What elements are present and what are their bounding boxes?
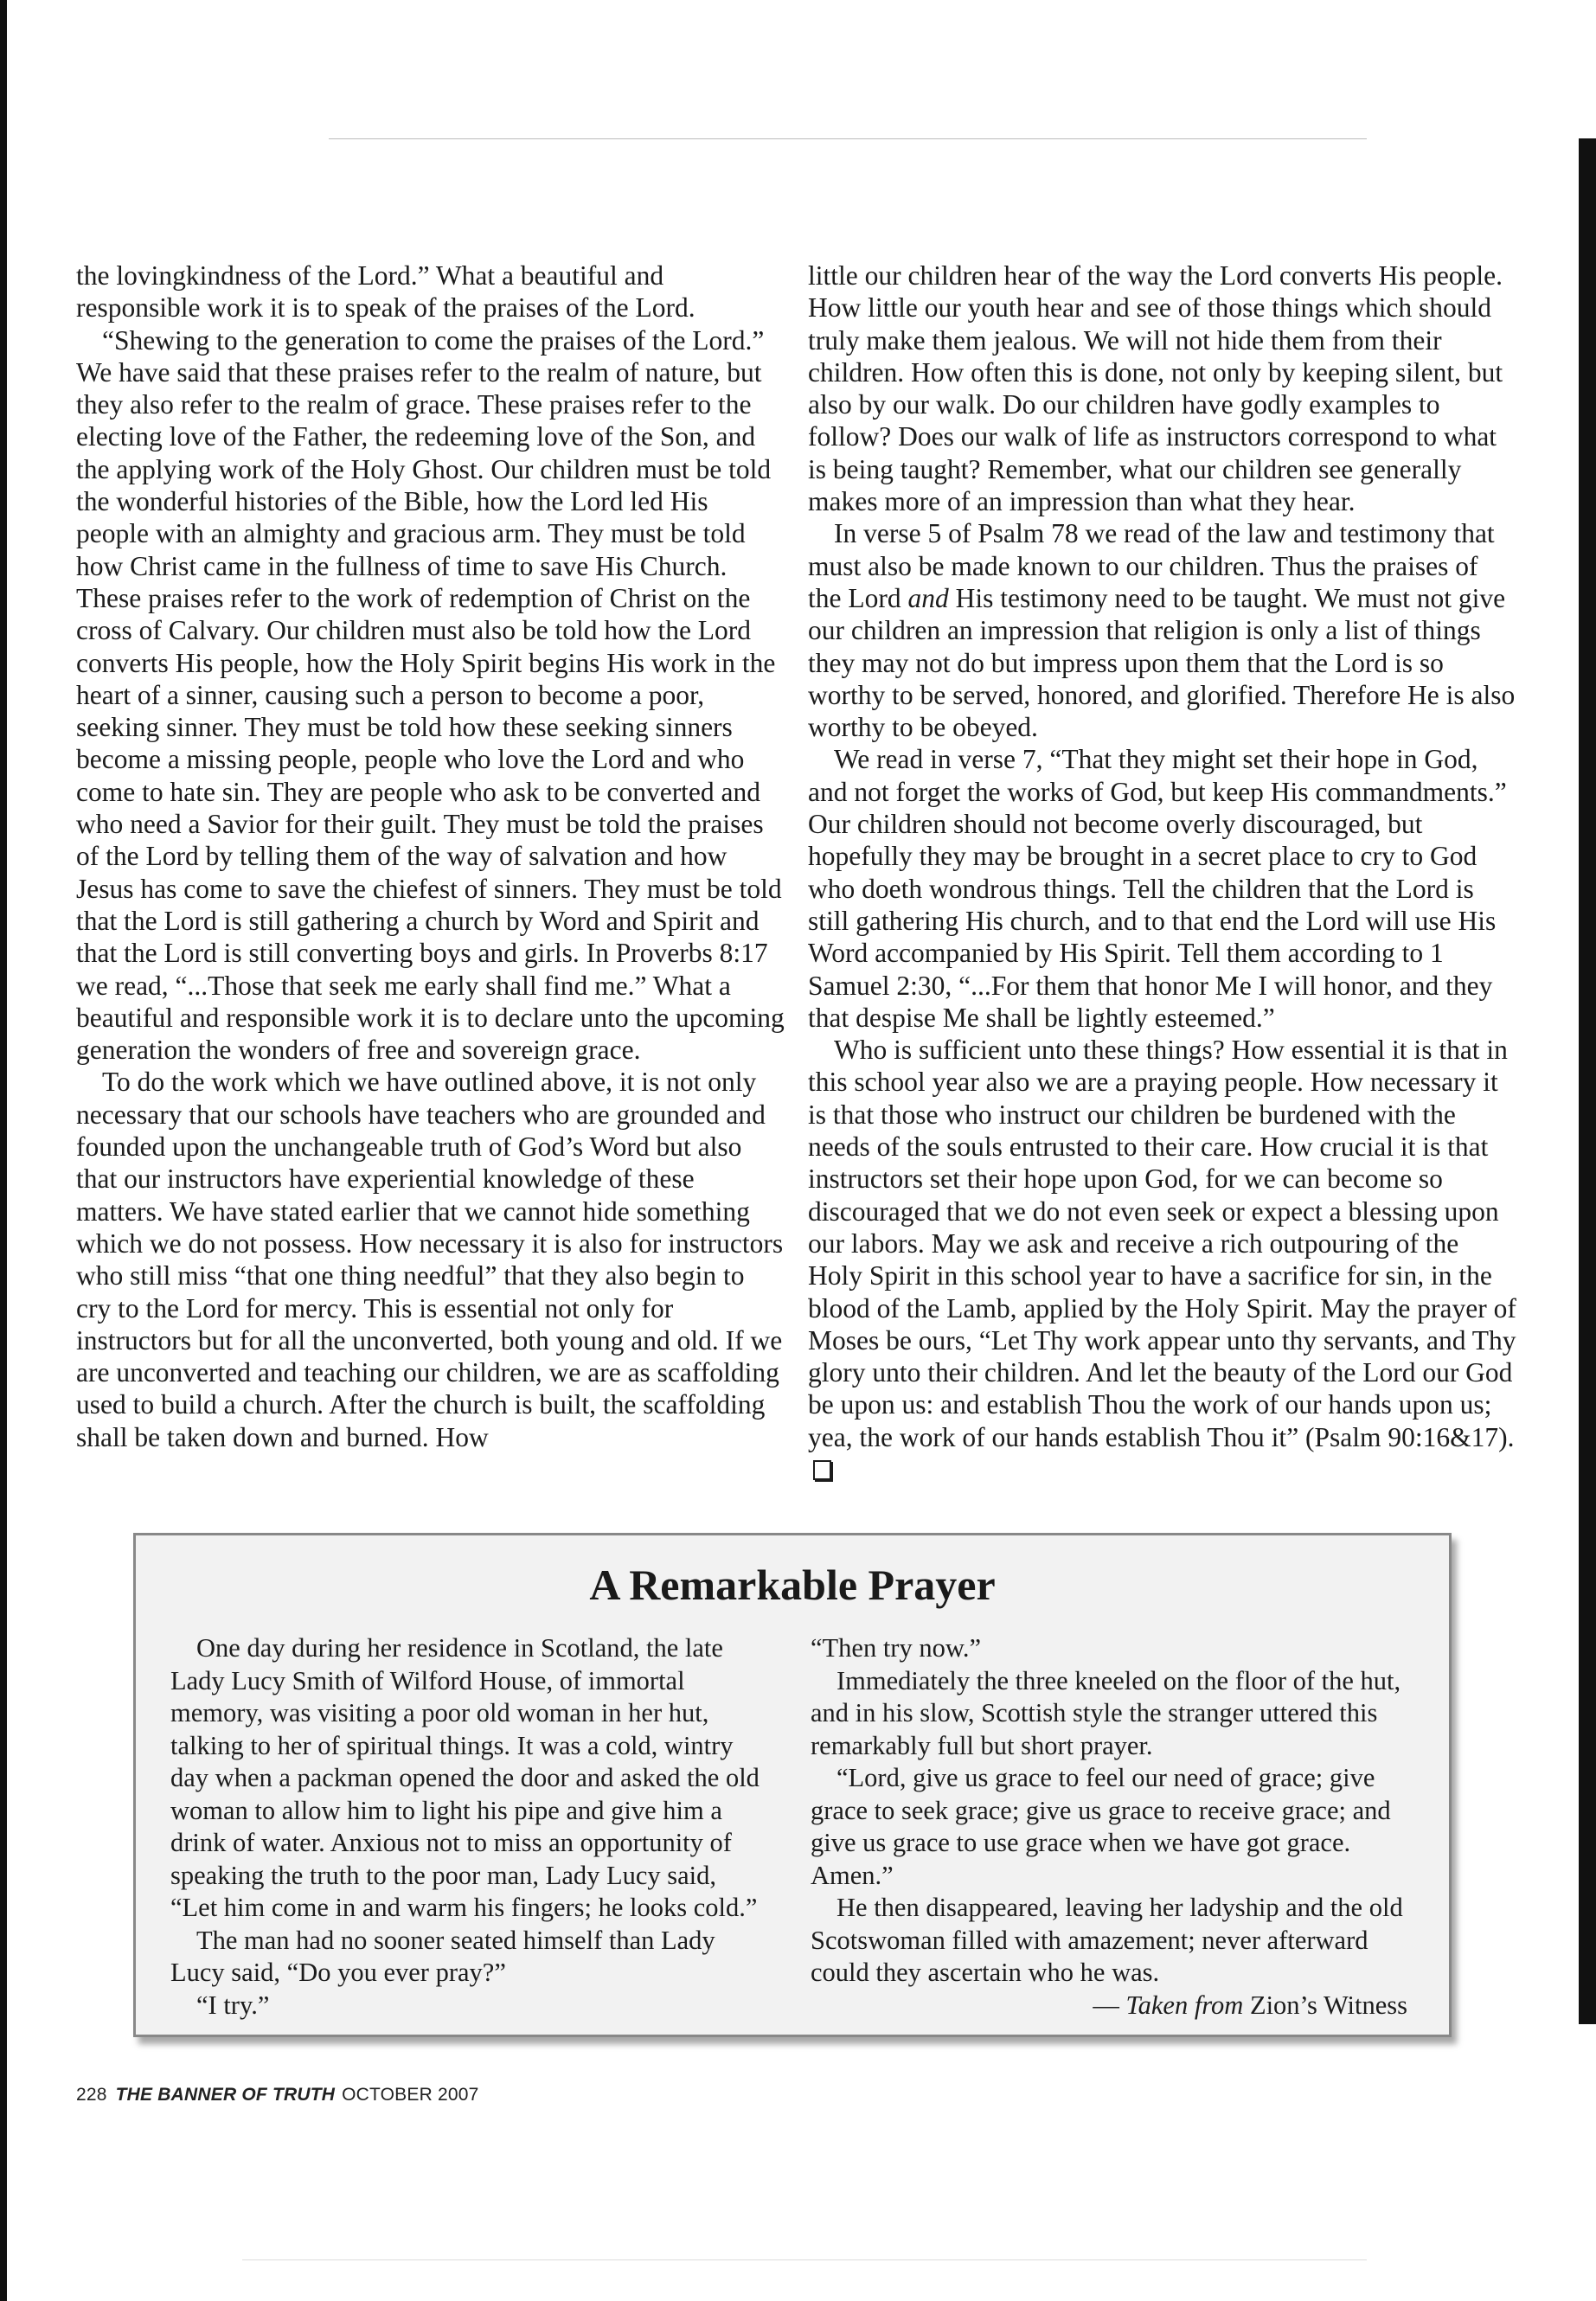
emphasis: and <box>907 582 949 613</box>
article-left-column <box>76 260 785 1453</box>
article-paragraph: “Shewing to the generation to come the praises of the Lord.” We have said that these praises refer to the realm of nature, but they also refer to the realm of grace. These praises refer to the electing love of the Father, the redeeming love of the Son, and the applying work of the Holy Ghost. Our children must be told the wonderful histories of the Bible, how the Lord led His people with an almighty and gracious arm. They must be told how Christ came in the fullness of time to save His Church. These praises refer to the work of redemption of Christ on the cross of Calvary. Our children must also be told how the Lord converts His people, how the Holy Spirit begins His work in the heart of a sinner, causing such a person to become a poor, seeking sinner. They must be told how these seeking sinners become a missing people, people who love the Lord and who come to hate sin. They are people who ask to be converted and who need a Savior for their guilt. They must be told the praises of the Lord by telling them of the way of salvation and how Jesus has come to save the chiefest of sinners. They must be told that the Lord is still gathering a church by Word and Spirit and that the Lord is still converting boys and girls. In Proverbs 8:17 we read, “...Those that seek me early shall find me.” What a beautiful and responsible work it is to declare unto the upcoming generation the wonders of free and sovereign grace. <box>76 324 785 1066</box>
scan-line-top <box>329 138 1367 139</box>
end-mark-icon <box>813 1460 831 1480</box>
sidebar-paragraph: He then disappeared, leaving her ladyship and the old Scotswoman filled with amazement; never afterward could they ascertain who he was. <box>811 1893 1403 1987</box>
sidebar-paragraph: One day during her residence in Scotland, the late Lady Lucy Smith of Wilford House, of immortal memory, was visiting a poor old woman in her hut, talking to her of spiritual things. It was a cold, wintry day when a packman opened the door and asked the old woman to allow him to light his pipe and give him a drink of water. Anxious not to miss an opportunity of speaking the truth to the poor man, Lady Lucy said, “Let him come in and warm his fingers; he looks cold.” <box>170 1633 760 1922</box>
article-paragraph: To do the work which we have outlined above, it is not only necessary that our schools have teachers who are grounded and founded upon the unchangeable truth of God’s Word but also that our instructors have experiential knowledge of these matters. We have stated earlier that we cannot hide something which we do not possess. How necessary it is also for instructors who still miss “that one thing needful” that they also begin to cry to the Lord for mercy. This is essential not only for instructors but for all the unconverted, both young and old. If we are unconverted and teaching our children, we are as scaffolding used to build a church. After the church is built, the scaffolding shall be taken down and burned. How <box>76 1067 784 1452</box>
text-run: — <box>1093 1990 1126 2020</box>
scan-edge-right <box>1579 138 1596 2024</box>
article-paragraph: little our children hear of the way the Lord converts His people. How little our youth hear and see of those things which should truly make them jealous. We will not hide them from their children. How often this is done, not only by keeping silent, but also by our walk. Do our children have godly examples to follow? Does our walk of life as instructors correspond to what is being taught? Remember, what our children see generally makes more of an impression than what they hear. <box>808 260 1503 517</box>
article-paragraph <box>808 517 1517 743</box>
page-number: 228 <box>76 2085 107 2105</box>
sidebar-title: A Remarkable Prayer <box>589 1561 996 1609</box>
publication-name: THE BANNER OF TRUTH <box>115 2085 336 2105</box>
text-run: Who is sufficient unto these things? How essential it is that in this school year also we are a praying people. How necessary it is that those who instruct our children be burdened with the needs of the souls entrusted to their care. How crucial it is that instructors set their hope upon God, for we can become so discouraged that we do not even seek or expect a blessing upon our labors. May we ask and receive a rich outpouring of the Holy Spirit in this school year to have a sacrifice for sin, in the blood of the Lamb, applied by the Holy Spirit. May the prayer of Moses be ours, “Let Thy work appear unto thy servants, and Thy glory unto their children. And let the beauty of the Lord our God be upon us: and establish Thou the work of our hands upon us; yea, the work of our hands establish Thou it” (Psalm 90:16&17). <box>808 1035 1516 1452</box>
text-run: In verse 5 of Psalm 78 we read of the law and testimony that must also be made known to our children. Thus the praises of the Lord <box>808 518 1495 613</box>
sidebar-paragraph: Immediately the three kneeled on the floor of the hut, and in his slow, Scottish style the stranger uttered this remarkably full but short prayer. <box>811 1665 1401 1760</box>
sidebar-paragraph: The man had no sooner seated himself than Lady Lucy said, “Do you ever pray?” <box>170 1925 715 1987</box>
article-right-column <box>808 260 1517 1485</box>
article-paragraph: the lovingkindness of the Lord.” What a beautiful and responsible work it is to speak of the praises of the Lord. <box>76 260 695 324</box>
text-run: His testimony need to be taught. We must not give our children an impression that religion is only a list of things they may not do but impress upon them that the Lord is so worthy to be served, honored, and glorified. Therefore He is also worthy to be obeyed. <box>808 582 1516 743</box>
scan-line-bottom <box>242 2259 1367 2260</box>
emphasis: Taken from <box>1125 1990 1244 2020</box>
sidebar-box <box>133 1533 1452 2037</box>
article-paragraph <box>808 1034 1517 1485</box>
sidebar-source <box>811 1990 1407 2022</box>
page-footer <box>76 2085 479 2106</box>
sidebar-paragraph: “I try.” <box>196 1990 270 2020</box>
sidebar-paragraph: “Lord, give us grace to feel our need of grace; give grace to seek grace; give us grace to receive grace; and give us grace to use grace when we have got grace. Amen.” <box>811 1763 1391 1890</box>
scan-edge-left <box>0 0 7 2301</box>
sidebar-paragraph: “Then try now.” <box>811 1633 982 1663</box>
article-paragraph: We read in verse 7, “That they might set their hope in God, and not forget the works of God, but keep His commandments.” Our children should not become overly discouraged, but hopefully they may be brought in a secret place to cry to God who doeth wondrous things. Tell the children that the Lord is still gathering His church, and to that end the Lord will use His Word accompanied by His Spirit. Tell them according to 1 Samuel 2:30, “...For them that honor Me I will honor, and they that despise Me shall be lightly esteemed.” <box>808 744 1507 1033</box>
sidebar-right-column <box>811 1632 1407 2022</box>
issue-date: OCTOBER 2007 <box>342 2085 479 2105</box>
sidebar-left-column <box>170 1632 767 2022</box>
text-run: Zion’s Witness <box>1243 1990 1407 2020</box>
